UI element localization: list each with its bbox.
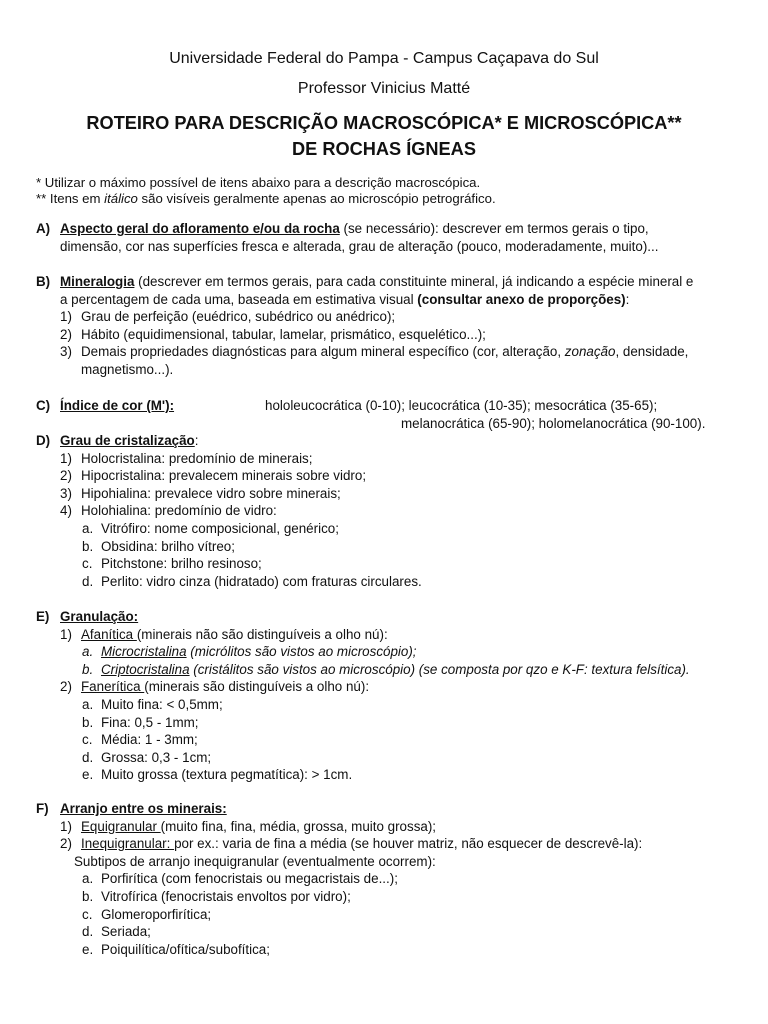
sub-list-item: b. Obsidina: brilho vítreo; [82, 538, 235, 554]
sub-list-item: e. Muito grossa (textura pegmatítica): > 1cm. [82, 767, 353, 783]
section-c-label: C) [36, 398, 51, 413]
sub-list-item: a. Muito fina: < 0,5mm; [82, 696, 223, 712]
sub-list-item: a. Microcristalina (micrólitos são vistos ao microscópio); [82, 644, 417, 660]
list-item: 3) Demais propriedades diagnósticas para algum mineral específico (cor, alteração, zonação, densidade, [60, 344, 689, 360]
section-d: D) Grau de cristalização: 1) Holocristalina: predomínio de minerais; 2) Hipocristalina: prevalecem minerais sobre vidro; 3) Hipohialina: prevalece vidro sobre minerais; 4) Holohialina: predomínio de vidro: a. Vitrófiro: nome composicional, genérico; b. Obsidina: brilho vítreo; c. Pitchstone: brilho resinoso; d. Perlito: vidro cinza (hidratado) com fraturas circulares. [36, 432, 736, 590]
list-item: 1) Afanítica (minerais não são distinguíveis a olho nú): [60, 626, 388, 642]
section-e [36, 608, 736, 784]
sub-list-item: a. Vitrófiro: nome composicional, genérico; [82, 520, 339, 536]
title-line-1: ROTEIRO PARA DESCRIÇÃO MACROSCÓPICA* E MICROSCÓPICA** [86, 113, 682, 133]
section-d-heading: Grau de cristalização [60, 433, 195, 448]
title-line-2: DE ROCHAS ÍGNEAS [292, 139, 476, 159]
sub-list-item: d. Seriada; [82, 924, 151, 940]
notes [36, 175, 736, 207]
section-c [36, 397, 736, 432]
section-b-label: B) [36, 274, 51, 289]
section-c-text-2: melanocrática (65-90); holomelanocrática (90-100). [401, 415, 706, 431]
section-b: B) Mineralogia (descrever em termos gerais, para cada constituinte mineral, já indicando a espécie mineral e a percentagem de cada uma, baseada em estimativa visual (consultar anexo de proporções): 1) Grau de perfeição (euédrico, subédrico ou anédrico); 2) Hábito (equidimensional, tabular, lamelar, prismático, esquelético...); 3) Demais propriedades diagnósticas para algum mineral específico (cor, alteração, zonação, densidade, magnetismo...). [36, 273, 736, 379]
section-a: A) Aspecto geral do afloramento e/ou da rocha (se necessário): descrever em termos gerais o tipo, dimensão, cor nas superfícies fresca e alterada, grau de alteração (pouco, moderadamente, muito)... [36, 220, 736, 255]
list-item-continuation: magnetismo...). [81, 361, 174, 377]
document-title [30, 110, 738, 162]
sub-list-item: b. Vitrofírica (fenocristais envoltos por vidro); [82, 888, 351, 904]
section-f-heading: Arranjo entre os minerais: [60, 801, 227, 816]
sub-list-item: c. Média: 1 - 3mm; [82, 732, 198, 748]
section-c-heading: Índice de cor (M'): [60, 398, 175, 413]
list-item: 3) Hipohialina: prevalece vidro sobre minerais; [60, 485, 341, 501]
university-header: Universidade Federal do Pampa - Campus Caçapava do Sul [169, 50, 599, 67]
list-item: 2) Fanerítica (minerais são distinguíveis a olho nú): [60, 679, 370, 695]
professor-name: Professor Vinicius Matté [297, 80, 471, 97]
section-e-label: E) [36, 609, 50, 624]
list-item: 2) Inequigranular: por ex.: varia de fina a média (se houver matriz, não esquecer de descrevê-la): [60, 836, 643, 852]
sub-list-item: b. Criptocristalina (cristálitos são vistos ao microscópio) (se composta por qzo e K-F: textura felsítica). [82, 661, 690, 677]
section-b-heading: Mineralogia [60, 274, 135, 289]
list-item: 4) Holohialina: predomínio de vidro: [60, 503, 277, 519]
note-micro: ** Itens em itálico são visíveis geralmente apenas ao microscópio petrográfico. [36, 191, 496, 206]
list-item: 1) Equigranular (muito fina, fina, média, grossa, muito grossa); [60, 818, 437, 834]
section-c-text-1: hololeucocrática (0-10); leucocrática (10-35); mesocrática (35-65); [265, 398, 658, 413]
sub-list-item: e. Poiquilítica/ofítica/subofítica; [82, 941, 270, 957]
section-b-text: a percentagem de cada uma, baseada em estimativa visual (consultar anexo de proporções): [60, 291, 630, 307]
section-d-label: D) [36, 433, 51, 448]
sub-list-item: a. Porfirítica (com fenocristais ou megacristais de...); [82, 871, 398, 887]
section-f-label: F) [36, 801, 49, 816]
list-item: 1) Grau de perfeição (euédrico, subédrico ou anédrico); [60, 309, 396, 325]
note-macro: * Utilizar o máximo possível de itens abaixo para a descrição macroscópica. [36, 175, 481, 190]
sub-list-item: c. Glomeroporfirítica; [82, 906, 212, 922]
sub-list-item: c. Pitchstone: brilho resinoso; [82, 556, 262, 572]
section-e-heading: Granulação: [60, 609, 139, 624]
list-item: 1) Holocristalina: predomínio de minerais; [60, 450, 313, 466]
section-a-label: A) [36, 221, 51, 236]
sub-list-item: d. Perlito: vidro cinza (hidratado) com fraturas circulares. [82, 573, 422, 589]
section-a-text: dimensão, cor nas superfícies fresca e alterada, grau de alteração (pouco, moderadamente, muito)... [60, 238, 659, 254]
section-a-heading: Aspecto geral do afloramento e/ou da rocha [60, 221, 340, 236]
sub-list-item: d. Grossa: 0,3 - 1cm; [82, 749, 212, 765]
subtypes-intro: Subtipos de arranjo inequigranular (eventualmente ocorrem): [74, 853, 436, 869]
section-f [36, 800, 736, 958]
sub-list-item: b. Fina: 0,5 - 1mm; [82, 714, 199, 730]
list-item: 2) Hábito (equidimensional, tabular, lamelar, prismático, esquelético...); [60, 326, 486, 342]
list-item: 2) Hipocristalina: prevalecem minerais sobre vidro; [60, 468, 367, 484]
